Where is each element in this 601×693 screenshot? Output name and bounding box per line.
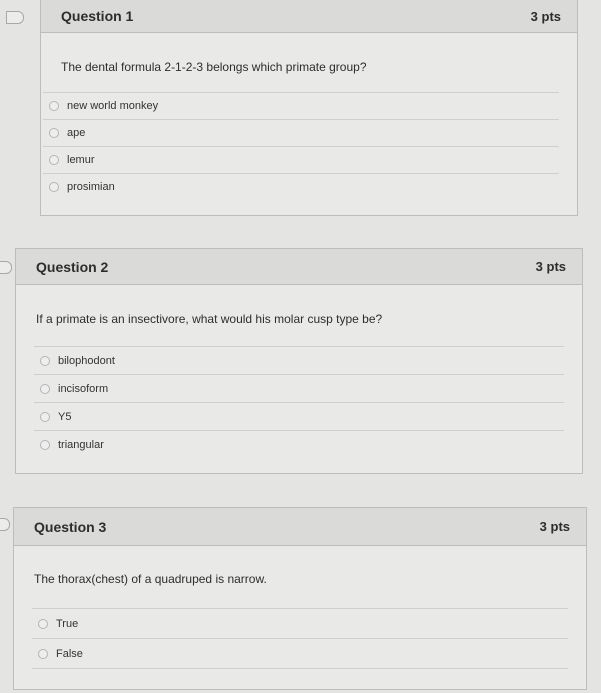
answer-label: bilophodont bbox=[58, 354, 115, 367]
answer-option[interactable] bbox=[32, 609, 568, 639]
question-2-header bbox=[16, 249, 582, 285]
question-1-card bbox=[40, 0, 578, 216]
answer-option[interactable] bbox=[34, 431, 564, 458]
answer-label: lemur bbox=[67, 154, 95, 166]
answer-label: prosimian bbox=[67, 181, 115, 193]
radio-button[interactable] bbox=[40, 440, 50, 450]
radio-button[interactable] bbox=[49, 128, 59, 138]
answer-list bbox=[34, 346, 564, 458]
answer-label: ape bbox=[67, 127, 86, 139]
question-text: If a primate is an insectivore, what would his molar cusp type be? bbox=[36, 312, 383, 326]
radio-button[interactable] bbox=[40, 384, 50, 394]
answer-label: incisoform bbox=[58, 382, 109, 395]
answer-option[interactable] bbox=[43, 120, 559, 147]
radio-button[interactable] bbox=[49, 155, 59, 165]
flag-question-3-icon[interactable] bbox=[0, 518, 10, 531]
radio-button[interactable] bbox=[38, 649, 48, 659]
question-points: 3 pts bbox=[535, 259, 566, 274]
answer-label: new world monkey bbox=[67, 100, 159, 112]
question-title: Question 1 bbox=[61, 8, 134, 24]
flag-question-1-icon[interactable] bbox=[6, 11, 24, 24]
answer-option[interactable] bbox=[34, 403, 564, 431]
radio-button[interactable] bbox=[38, 619, 48, 629]
radio-button[interactable] bbox=[40, 356, 50, 366]
question-title: Question 2 bbox=[36, 258, 109, 275]
question-text: The thorax(chest) of a quadruped is narrow. bbox=[34, 572, 267, 586]
question-3-header bbox=[14, 508, 586, 546]
answer-label: True bbox=[56, 617, 79, 630]
answer-list bbox=[43, 92, 559, 200]
question-title: Question 3 bbox=[34, 518, 107, 535]
flag-question-2-icon[interactable] bbox=[0, 261, 12, 274]
radio-button[interactable] bbox=[49, 101, 59, 111]
answer-label: Y5 bbox=[58, 410, 72, 423]
question-2-card bbox=[15, 248, 583, 474]
question-3-card bbox=[13, 507, 587, 690]
answer-option[interactable] bbox=[43, 147, 559, 174]
answer-list bbox=[32, 608, 568, 669]
answer-option[interactable] bbox=[43, 174, 559, 200]
radio-button[interactable] bbox=[49, 182, 59, 192]
answer-option[interactable] bbox=[34, 375, 564, 403]
radio-button[interactable] bbox=[40, 412, 50, 422]
answer-option[interactable] bbox=[32, 639, 568, 669]
question-text: The dental formula 2-1-2-3 belongs which primate group? bbox=[61, 60, 367, 74]
question-points: 3 pts bbox=[539, 519, 570, 534]
answer-option[interactable] bbox=[43, 93, 559, 120]
question-points: 3 pts bbox=[530, 8, 561, 24]
answer-label: False bbox=[56, 647, 83, 660]
answer-option[interactable] bbox=[34, 347, 564, 375]
question-1-header bbox=[41, 0, 577, 33]
answer-label: triangular bbox=[58, 438, 104, 451]
